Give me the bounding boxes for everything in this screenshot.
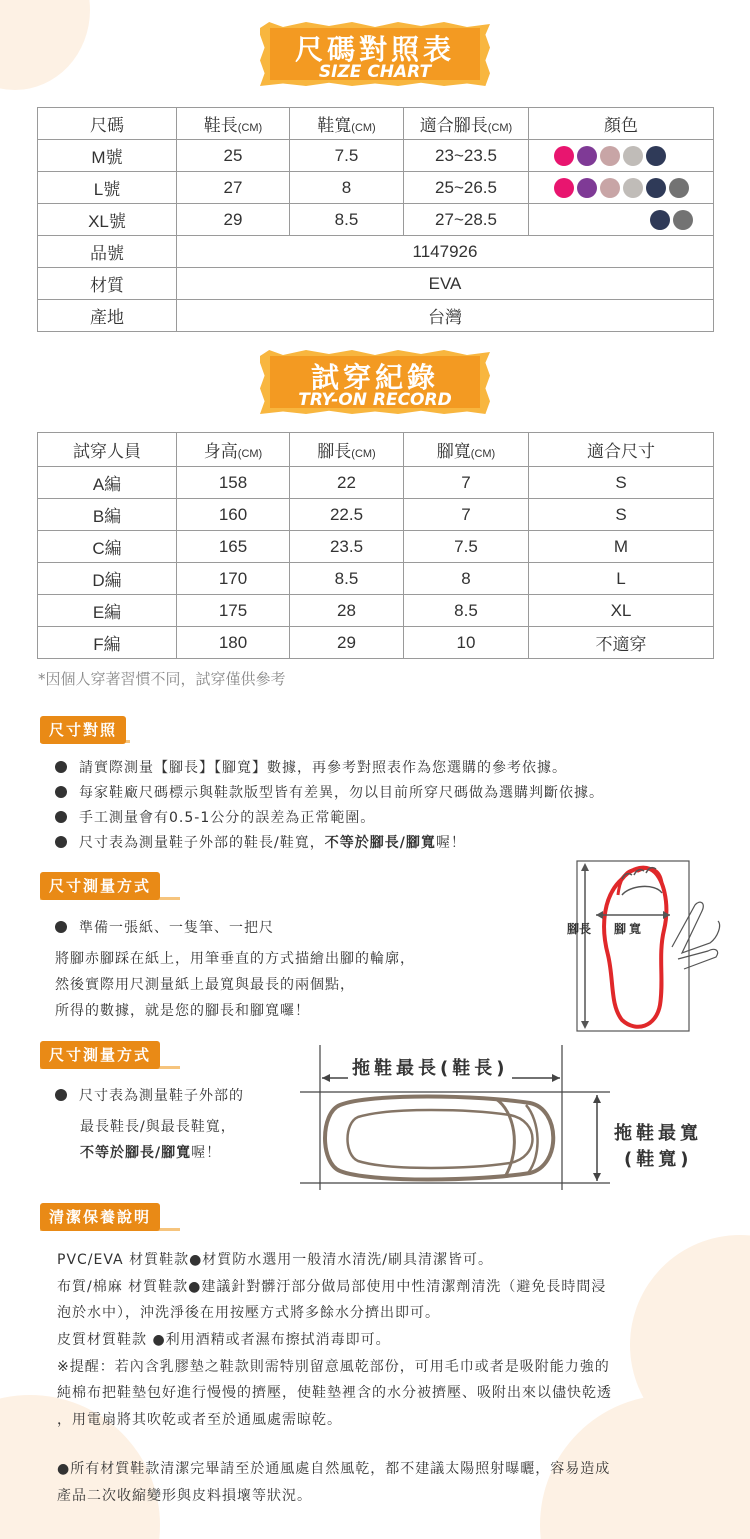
- info-value: 1147926: [177, 236, 714, 268]
- table-row: [38, 531, 714, 563]
- info-value: 台灣: [177, 300, 714, 332]
- foot-cell: 23~23.5: [404, 140, 529, 172]
- size-chart-title: 尺碼對照表: [294, 33, 455, 66]
- table-row: [38, 627, 714, 659]
- height-cell: 165: [177, 531, 290, 563]
- table-row: [38, 140, 714, 172]
- tester-cell: B編: [38, 499, 177, 531]
- height-cell: 180: [177, 627, 290, 659]
- height-cell: 175: [177, 595, 290, 627]
- measure-foot-line: 將腳赤腳踩在紙上，用筆垂直的方式描繪出腳的輪廓，: [55, 951, 415, 967]
- size-cell: M號: [38, 140, 177, 172]
- tester-cell: F編: [38, 627, 177, 659]
- care-line: 布質/棉麻 材質鞋款●建議針對髒汙部分做局部使用中性清潔劑清洗（避免長時間浸: [57, 1279, 607, 1295]
- foot-measure-illustration: [560, 855, 730, 1035]
- size-compare-bullet: 手工測量會有0.5-1公分的誤差為正常範圍。: [55, 806, 375, 831]
- table-header-row: [38, 433, 714, 467]
- measure-foot-bullet: 準備一張紙、一隻筆、一把尺: [55, 916, 274, 941]
- header-cell: 適合腳長(CM): [404, 108, 529, 140]
- header-cell: 尺碼: [38, 108, 177, 140]
- foot-length-cell: 22.5: [290, 499, 404, 531]
- tester-cell: E編: [38, 595, 177, 627]
- foot-length-cell: 8.5: [290, 563, 404, 595]
- table-row: [38, 172, 714, 204]
- header-cell: 適合尺寸: [529, 433, 714, 467]
- size-chart-subtitle: SIZE CHART: [318, 62, 432, 82]
- slipper-length-label: 拖鞋最長(鞋長): [348, 1054, 512, 1080]
- color-swatch: [623, 146, 643, 166]
- color-swatch: [650, 210, 670, 230]
- table-row: [38, 204, 714, 236]
- color-swatches: [529, 204, 714, 236]
- size-cell: L號: [38, 172, 177, 204]
- foot-width-cell: 8: [404, 563, 529, 595]
- size-chart-banner: [250, 22, 500, 86]
- width-cell: 8.5: [290, 204, 404, 236]
- measure-shoe-line: 最長鞋長/與最長鞋寬，: [80, 1119, 236, 1135]
- length-cell: 25: [177, 140, 290, 172]
- table-row: [38, 236, 714, 268]
- tester-cell: C編: [38, 531, 177, 563]
- care-final-line: ●所有材質鞋款清潔完畢請至於通風處自然風乾，都不建議太陽照射曝曬，容易造成: [57, 1461, 611, 1477]
- care-line: 皮質材質鞋款 ●利用酒精或者濕布擦拭消毒即可。: [57, 1332, 391, 1348]
- foot-width-cell: 7.5: [404, 531, 529, 563]
- foot-width-cell: 7: [404, 499, 529, 531]
- size-compare-heading: 尺寸對照: [40, 716, 126, 744]
- header-cell: 顏色: [529, 108, 714, 140]
- try-on-subtitle: TRY-ON RECORD: [298, 390, 452, 410]
- color-swatch: [669, 178, 689, 198]
- fit-size-cell: M: [529, 531, 714, 563]
- foot-width-cell: 10: [404, 627, 529, 659]
- care-line: 泡於水中），沖洗淨後在用按壓方式將多餘水分擠出即可。: [57, 1305, 440, 1321]
- foot-width-cell: 7: [404, 467, 529, 499]
- color-swatch: [577, 178, 597, 198]
- info-value: EVA: [177, 268, 714, 300]
- try-on-table: [37, 432, 714, 659]
- foot-length-cell: 22: [290, 467, 404, 499]
- color-swatch: [600, 178, 620, 198]
- care-line: ※提醒：若內含乳膠墊之鞋款則需特別留意風乾部份，可用毛巾或者是吸附能力強的: [57, 1359, 610, 1375]
- care-heading: 清潔保養說明: [40, 1203, 160, 1231]
- fit-size-cell: S: [529, 467, 714, 499]
- table-row: [38, 268, 714, 300]
- try-on-banner: [250, 350, 500, 414]
- care-line: 純棉布把鞋墊包好進行慢慢的擠壓，使鞋墊裡含的水分被擠壓、吸附出來以儘快乾透: [57, 1385, 612, 1401]
- length-cell: 29: [177, 204, 290, 236]
- table-row: [38, 300, 714, 332]
- foot-length-label: 腳長: [567, 922, 592, 936]
- fit-size-cell: XL: [529, 595, 714, 627]
- measure-foot-line: 所得的數據，就是您的腳長和腳寬囉！: [55, 1003, 310, 1019]
- color-swatch: [646, 178, 666, 198]
- foot-length-cell: 29: [290, 627, 404, 659]
- slipper-width-label: 拖鞋最寬: [614, 1123, 702, 1144]
- header-cell: 身高(CM): [177, 433, 290, 467]
- foot-length-cell: 28: [290, 595, 404, 627]
- care-line: ，用電扇將其吹乾或者至於通風處需晾乾。: [57, 1412, 342, 1428]
- foot-width-label: 腳寬: [614, 922, 645, 936]
- table-row: [38, 563, 714, 595]
- height-cell: 160: [177, 499, 290, 531]
- width-cell: 8: [290, 172, 404, 204]
- header-cell: 鞋寬(CM): [290, 108, 404, 140]
- slipper-width-sublabel: (鞋寬): [624, 1149, 693, 1170]
- color-swatch: [646, 146, 666, 166]
- size-compare-bullet: 請實際測量【腳長】【腳寬】數據，再參考對照表作為您選購的參考依據。: [55, 756, 567, 781]
- info-label: 品號: [38, 236, 177, 268]
- care-line: PVC/EVA 材質鞋款●材質防水選用一般清水清洗/刷具清潔皆可。: [57, 1252, 493, 1268]
- measure-shoe-bullet: 尺寸表為測量鞋子外部的: [55, 1084, 244, 1109]
- info-label: 產地: [38, 300, 177, 332]
- fit-size-cell: S: [529, 499, 714, 531]
- header-cell: 試穿人員: [38, 433, 177, 467]
- color-swatch: [577, 146, 597, 166]
- info-label: 材質: [38, 268, 177, 300]
- foot-length-cell: 23.5: [290, 531, 404, 563]
- try-on-note: *因個人穿著習慣不同，試穿僅供參考: [38, 670, 286, 688]
- color-swatches: [529, 140, 714, 172]
- fit-size-cell: 不適穿: [529, 627, 714, 659]
- foot-width-cell: 8.5: [404, 595, 529, 627]
- color-swatch: [554, 178, 574, 198]
- measure-shoe-line: 不等於腳長/腳寬喔！: [80, 1145, 222, 1161]
- color-swatch: [623, 178, 643, 198]
- table-header-row: [38, 108, 714, 140]
- header-cell: 腳長(CM): [290, 433, 404, 467]
- table-row: [38, 595, 714, 627]
- color-swatch: [673, 210, 693, 230]
- foot-cell: 25~26.5: [404, 172, 529, 204]
- care-final-line: 產品二次收縮變形與皮料損壞等狀況。: [57, 1488, 312, 1504]
- color-swatches: [529, 172, 714, 204]
- foot-cell: 27~28.5: [404, 204, 529, 236]
- table-row: [38, 499, 714, 531]
- fit-size-cell: L: [529, 563, 714, 595]
- width-cell: 7.5: [290, 140, 404, 172]
- color-swatch: [600, 146, 620, 166]
- decor-circle-top-left: [0, 0, 90, 90]
- size-cell: XL號: [38, 204, 177, 236]
- size-compare-bullet: 每家鞋廠尺碼標示與鞋款版型皆有差異，勿以目前所穿尺碼做為選購判斷依據。: [55, 781, 604, 806]
- size-chart-table: [37, 107, 714, 332]
- measure-foot-line: 然後實際用尺測量紙上最寬與最長的兩個點，: [55, 977, 355, 993]
- color-swatch: [554, 146, 574, 166]
- height-cell: 158: [177, 467, 290, 499]
- length-cell: 27: [177, 172, 290, 204]
- measure-foot-heading: 尺寸測量方式: [40, 872, 160, 900]
- try-on-title: 試穿紀錄: [310, 361, 439, 394]
- table-row: [38, 467, 714, 499]
- size-compare-bullet: 尺寸表為測量鞋子外部的鞋長/鞋寬，不等於腳長/腳寬喔！: [55, 831, 466, 856]
- header-cell: 腳寬(CM): [404, 433, 529, 467]
- header-cell: 鞋長(CM): [177, 108, 290, 140]
- tester-cell: D編: [38, 563, 177, 595]
- measure-shoe-heading: 尺寸測量方式: [40, 1041, 160, 1069]
- height-cell: 170: [177, 563, 290, 595]
- tester-cell: A編: [38, 467, 177, 499]
